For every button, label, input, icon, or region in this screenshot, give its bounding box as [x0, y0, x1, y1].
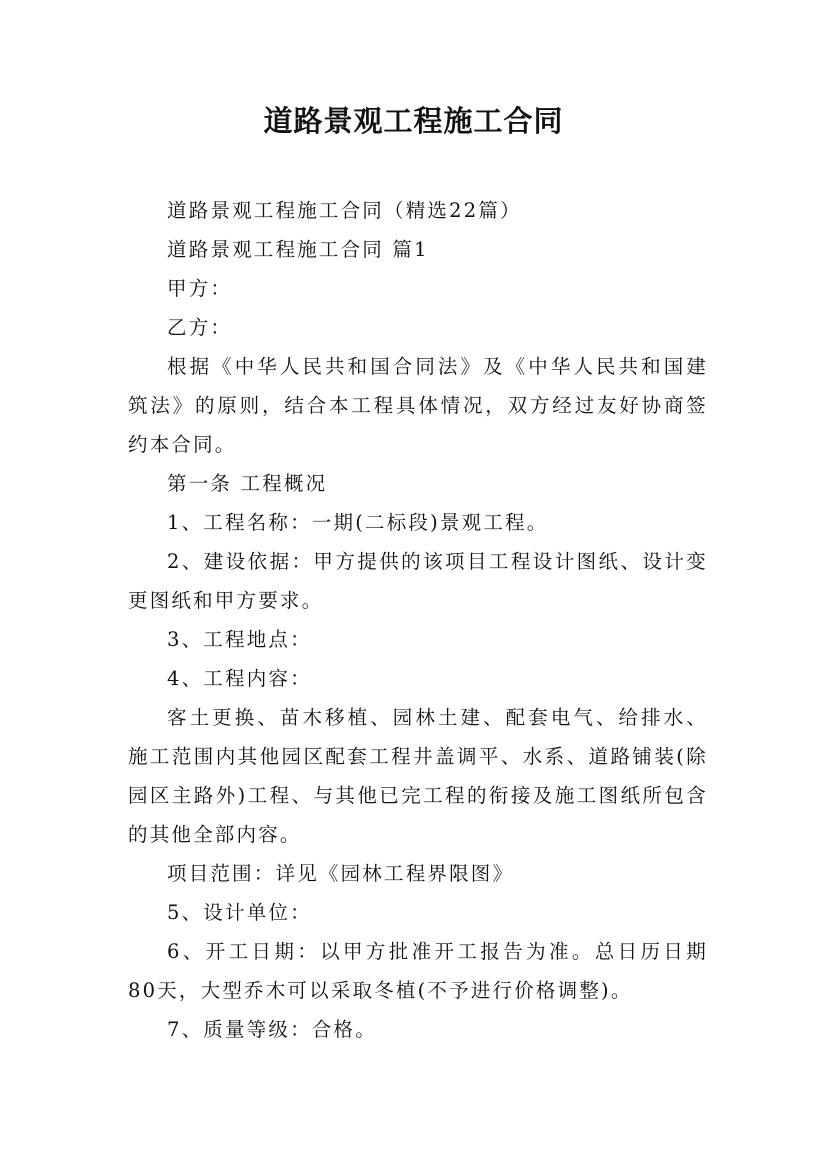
paragraph: 客土更换、苗木移植、园林土建、配套电气、给排水、施工范围内其他园区配套工程井盖调平、水系、道路铺装(除园区主路外)工程、与其他已完工程的衔接及施工图纸所包含的其他全部内容。 — [128, 706, 708, 846]
paragraph: 乙方： — [167, 316, 233, 339]
paragraph: 5、设计单位： — [167, 901, 312, 924]
paragraph: 4、工程内容： — [167, 667, 312, 690]
paragraph: 道路景观工程施工合同 篇1 — [167, 238, 429, 261]
paragraph: 道路景观工程施工合同（精选22篇） — [167, 199, 522, 222]
paragraph: 项目范围：详见《园林工程界限图》 — [167, 862, 515, 885]
paragraph: 6、开工日期：以甲方批准开工报告为准。总日历日期80天，大型乔木可以采取冬植(不予进行价格调整)。 — [128, 940, 708, 1002]
document-title: 道路景观工程施工合同 — [263, 104, 564, 138]
paragraph: 根据《中华人民共和国合同法》及《中华人民共和国建筑法》的原则，结合本工程具体情况，双方经过友好协商签约本合同。 — [128, 355, 708, 456]
paragraph: 7、质量等级：合格。 — [167, 1018, 377, 1041]
paragraph: 甲方： — [167, 277, 233, 300]
paragraph: 1、工程名称：一期(二标段)景观工程。 — [167, 511, 549, 534]
paragraph: 3、工程地点： — [167, 628, 312, 651]
document-body — [128, 191, 708, 1049]
paragraph: 2、建设依据：甲方提供的该项目工程设计图纸、设计变更图纸和甲方要求。 — [128, 550, 708, 612]
paragraph: 第一条 工程概况 — [167, 472, 328, 495]
